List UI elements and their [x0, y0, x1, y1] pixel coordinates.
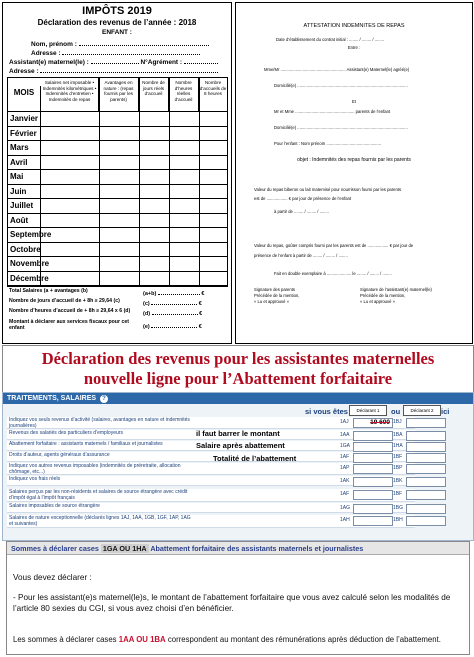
column-divider [169, 78, 170, 286]
tax-code-1: 1AJ [340, 419, 349, 425]
attestation-line: Domicilié(e) ............................................................................................... [274, 125, 408, 130]
form-section-child: ENFANT : [102, 29, 132, 36]
col-header-salaires: Salaires net imposable • Indemnités kilométriques • Indemnités d’entretien • Indemnités de repas [41, 78, 99, 112]
attestation-line: Précédée de la mention, [254, 293, 300, 298]
col-header-mois: MOIS [8, 86, 41, 112]
declarant-1-input[interactable] [353, 477, 393, 487]
total-code-4: (e) € [143, 321, 202, 330]
month-name: Juin [8, 185, 41, 199]
month-name: Novembre [8, 257, 41, 271]
attestation-line: Domicilié(e) ............................................................................................... [274, 83, 408, 88]
declarant-1-input[interactable] [353, 464, 393, 474]
headline-line-2: nouvelle ligne pour l’Abattement forfaitaire [83, 369, 393, 388]
tax-code-1: 1AK [340, 478, 350, 484]
note-header: Sommes à déclarer cases 1GA OU 1HA Abattement forfaitaire des assistants maternels et journalistes [7, 542, 469, 555]
explanation-note [6, 541, 470, 655]
month-name: Juillet [8, 199, 41, 213]
ici-label: ici [441, 407, 450, 416]
total-code-1: (a+b) € [143, 288, 204, 297]
declarant-2-input[interactable] [406, 418, 446, 428]
tax-code-1: 1AG [340, 505, 351, 511]
month-row [8, 228, 227, 243]
note-intro: Vous devez déclarer : [13, 573, 92, 582]
declarant-2-input[interactable] [406, 477, 446, 487]
tax-code-2: 1BK [393, 478, 403, 484]
attestation-line: Fait en double exemplaire à ..................... le ........ / ........ / ........ [274, 271, 392, 276]
attestation-line: Entre : [347, 45, 361, 50]
month-name: Mai [8, 170, 41, 184]
column-divider [139, 78, 140, 286]
declarant-1-input[interactable] [353, 490, 393, 500]
month-name: Septembre [8, 228, 41, 242]
form-subtitle: Déclaration des revenus de l’année : 2018 [37, 18, 197, 27]
attestation-line: Signature de l’assistant(e) maternel(le) [360, 287, 432, 292]
tax-code-1: 1AP [340, 465, 350, 471]
tax-row-label: Indiquez vos seuls revenus d’activité (salaires, avantages en nature et indemnités journalières) [9, 417, 190, 429]
meal-attestation [235, 2, 473, 344]
attestation-line: « Lu et approuvé » [360, 299, 395, 304]
assistant-field: Assistant(e) maternel(le) : N°Agrément : [9, 57, 218, 66]
month-name: Avril [8, 156, 41, 170]
declarant-1-input[interactable] [353, 516, 393, 526]
monthly-income-form [2, 2, 232, 344]
tax-code-2: 1BJ [393, 419, 402, 425]
month-row [8, 214, 227, 229]
headline-banner [2, 345, 474, 393]
month-name: Mars [8, 141, 41, 155]
attestation-line: Pour l’enfant : Nom prénom ............................................... [274, 141, 382, 146]
tax-row-label: Abattement forfaitaire : assistants maternels / familiaux et journalistes [9, 441, 163, 447]
tax-code-1: 1AF [340, 454, 350, 460]
tax-row-label: Salaires imposables de source étrangère [9, 503, 100, 509]
attestation-line: Date d’établissement du contrat initial : ........ / ........ / ........ [276, 37, 384, 42]
child-name-field: Nom, prénom : [31, 39, 209, 48]
total-row-1: Total Salaires (a + avantages (b) [9, 288, 88, 294]
hint-total-abattement: Totalité de l’abattement [213, 454, 297, 463]
tax-code-1: 1AF [340, 491, 350, 497]
month-row [8, 127, 227, 142]
declarant-2-input[interactable] [406, 504, 446, 514]
note-paragraph: - Pour les assistant(e)s maternel(le)s, le montant de l’abattement forfaitaire que vous avez calculé selon les modalités de l’article 80 sexies du CGI, si vous avez choisi d’en bénéficier. [13, 593, 451, 613]
tax-code-2: 1BF [393, 454, 403, 460]
total-row-4: Montant à déclarer aux services fiscaux pour cet enfant [9, 319, 129, 331]
declarant-2-input[interactable] [406, 464, 446, 474]
month-row [8, 199, 227, 214]
declarant-1-label: Déclarant 1 [349, 405, 387, 416]
total-code-2: (c) € [143, 298, 202, 307]
attestation-line: Mme/Mr ........................................................ Assistant(e) Maternel(le) agréé(e) [264, 67, 410, 72]
month-name: Février [8, 127, 41, 141]
hint-strike-amount: il faut barrer le montant [196, 429, 280, 438]
tax-row-label: Salaires perçus par les non-résidents et salaires de source étrangère avec crédit d’impôt égal à l’impôt français [9, 489, 188, 501]
declarant-2-input[interactable] [406, 442, 446, 452]
col-header-jours: Nombre de jours réels d’accueil [139, 78, 169, 112]
declarant-2-label: Déclarant 2 [403, 405, 441, 416]
tax-table-header: TRAITEMENTS, SALAIRES ? [3, 393, 473, 404]
tax-row-label: Indiquez vos autres revenus imposables (indemnités de préretraite, allocation chômage, etc...) [9, 463, 181, 475]
note-footer-codes: 1AA OU 1BA [118, 635, 166, 644]
tax-row-label: Revenus des salariés des particuliers d’employeurs [9, 430, 123, 436]
child-address-field: Adresse : [31, 48, 200, 57]
tax-salary-table [2, 392, 474, 541]
tax-row-label: Indiquez vos frais réels [9, 476, 61, 482]
month-row [8, 112, 227, 127]
attestation-line: Et [352, 99, 356, 104]
month-row [8, 156, 227, 171]
tax-code-1: 1AA [340, 432, 350, 438]
declarant-2-input[interactable] [406, 490, 446, 500]
attestation-line: présence de l’enfant à partir de ........ / ........ / ........ [254, 253, 348, 258]
attestation-line: Valeur du repas biberon ou lait maternisé pour nourrisson fourni par les parents [254, 187, 402, 192]
tax-code-2: 1BH [393, 517, 403, 523]
form-title: IMPÔTS 2019 [82, 5, 152, 17]
month-row [8, 185, 227, 200]
declarant-1-input[interactable] [353, 418, 393, 428]
month-row [8, 170, 227, 185]
col-header-avantages: Avantages en nature : (repas fournis par les parents) [99, 78, 139, 112]
tax-code-1: 1AH [340, 517, 350, 523]
hint-salary-after: Salaire après abattement [196, 441, 285, 450]
month-row [8, 272, 227, 287]
declarant-1-input[interactable] [353, 453, 393, 463]
monthly-table [7, 77, 228, 287]
declarant-1-input[interactable] [353, 431, 393, 441]
tax-code-2: 1BA [393, 432, 403, 438]
tax-row-label: Salaires de nature exceptionnelle (déclarés lignes 1AJ, 1AA, 1GB, 1GF, 1AP, 1AG et suivantes) [9, 515, 191, 527]
total-row-3: Nombre d’heures d’accueil de + 8h ≥ 29,64 x 6 (d) [9, 308, 131, 314]
col-header-heures: Nombre d’heures réelles d’accueil [169, 78, 199, 112]
help-icon[interactable]: ? [100, 395, 108, 403]
note-footer: Les sommes à déclarer cases 1AA OU 1BA correspondent au montant des rémunérations après déduction de l’abattement. [13, 635, 441, 644]
month-name: Janvier [8, 112, 41, 126]
attestation-line: Signature des parents [254, 287, 295, 292]
assistant-address-field: Adresse : [9, 66, 218, 75]
month-name: Décembre [8, 272, 41, 286]
total-row-2: Nombre de jours d’accueil de + 8h ≥ 29,64 (c) [9, 298, 120, 304]
declarant-2-input[interactable] [406, 516, 446, 526]
tax-code-1: 1GA [340, 443, 351, 449]
column-divider [99, 78, 100, 286]
attestation-line: Mr et Mme ................................................... parents de l’enfant [274, 109, 391, 114]
month-row [8, 243, 227, 258]
tax-code-2: 1BF [393, 491, 403, 497]
attestation-line: « Lu et approuvé » [254, 299, 289, 304]
attestation-line: objet : Indemnités des repas fournis par les parents [297, 157, 411, 163]
declarant-1-value: 19 600 [370, 419, 390, 426]
headline-line-1: Déclaration des revenus pour les assistantes maternelles [41, 349, 435, 368]
col-header-8h: Nombre d’accueils de 8 heures [199, 78, 227, 112]
attestation-line: Valeur du repas, goûter compris fourni par les parents est de .................. € par jour de [254, 243, 414, 248]
note-header-codes: 1GA OU 1HA [102, 544, 147, 553]
si-vous-etes: si vous êtes [305, 407, 348, 416]
declarant-2-input[interactable] [406, 431, 446, 441]
month-name: Octobre [8, 243, 41, 257]
tax-code-2: 1BP [393, 465, 403, 471]
total-code-3: (d) € [143, 308, 202, 317]
tax-code-2: 1HA [393, 443, 403, 449]
tax-row-label: Droits d’auteur, agents généraux d’assurance [9, 452, 110, 458]
month-name: Août [8, 214, 41, 228]
attestation-line: Précédée de la mention, [360, 293, 406, 298]
declarant-2-input[interactable] [406, 453, 446, 463]
attestation-title: ATTESTATION INDEMNITES DE REPAS [303, 23, 405, 29]
attestation-line: est de .................. € par jour de présence de l’enfant [254, 196, 352, 201]
month-row [8, 141, 227, 156]
column-divider [199, 78, 200, 286]
tax-code-2: 1BG [393, 505, 404, 511]
ou-label: ou [391, 407, 401, 416]
declarant-1-input[interactable] [353, 442, 393, 452]
declarant-1-input[interactable] [353, 504, 393, 514]
month-row [8, 257, 227, 272]
attestation-line: à partir de ........ / ........ / ........ [274, 209, 329, 214]
